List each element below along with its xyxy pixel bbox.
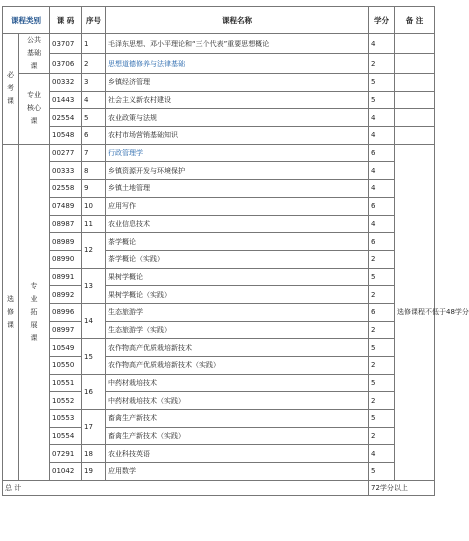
course-seq: 7 — [82, 144, 106, 162]
header-remark: 备 注 — [395, 7, 435, 34]
course-code: 10552 — [50, 392, 82, 410]
table-header-row — [3, 7, 435, 34]
course-seq: 18 — [82, 445, 106, 463]
table-row — [3, 162, 435, 180]
course-name: 思想道德修养与法律基础 — [106, 54, 369, 74]
table-row — [3, 374, 435, 392]
table-row — [3, 91, 435, 109]
course-credit: 6 — [369, 233, 395, 251]
course-seq: 5 — [82, 109, 106, 127]
header-code: 课 码 — [50, 7, 82, 34]
course-name: 乡镇资源开发与环境保护 — [106, 162, 369, 180]
course-code: 07291 — [50, 445, 82, 463]
remark-cell — [395, 91, 435, 109]
course-credit: 5 — [369, 410, 395, 428]
header-name: 课程名称 — [106, 7, 369, 34]
course-credit: 6 — [369, 197, 395, 215]
table-row — [3, 54, 435, 74]
course-name: 果树学概论（实践） — [106, 286, 369, 304]
course-seq: 11 — [82, 215, 106, 233]
course-name: 乡镇土地管理 — [106, 180, 369, 198]
course-credit: 4 — [369, 180, 395, 198]
table-row — [3, 321, 435, 339]
course-credit: 6 — [369, 144, 395, 162]
course-code: 07489 — [50, 197, 82, 215]
course-code: 03706 — [50, 54, 82, 74]
table-row — [3, 445, 435, 463]
table-row — [3, 74, 435, 92]
course-seq: 17 — [82, 410, 106, 445]
course-credit: 4 — [369, 34, 395, 54]
remark-cell — [395, 109, 435, 127]
table-row — [3, 427, 435, 445]
table-row — [3, 268, 435, 286]
course-name: 中药材栽培技术（实践） — [106, 392, 369, 410]
course-name: 农业科技英语 — [106, 445, 369, 463]
course-credit: 2 — [369, 250, 395, 268]
total-label: 总 计 — [3, 480, 369, 495]
table-row — [3, 127, 435, 145]
course-seq: 4 — [82, 91, 106, 109]
course-code: 10553 — [50, 410, 82, 428]
course-seq: 19 — [82, 463, 106, 481]
course-seq: 14 — [82, 303, 106, 338]
table-row — [3, 286, 435, 304]
course-code: 10548 — [50, 127, 82, 145]
course-code: 10551 — [50, 374, 82, 392]
course-code: 00333 — [50, 162, 82, 180]
remark-cell — [395, 34, 435, 54]
course-credit: 5 — [369, 339, 395, 357]
total-row — [3, 480, 435, 495]
subcategory-core: 专业 核心 课 — [19, 74, 50, 145]
course-credit: 5 — [369, 268, 395, 286]
table-row — [3, 410, 435, 428]
course-credit: 2 — [369, 357, 395, 375]
course-name: 畜禽生产新技术（实践） — [106, 427, 369, 445]
course-name: 乡镇经济管理 — [106, 74, 369, 92]
total-credit: 72学分以上 — [369, 480, 435, 495]
course-credit: 2 — [369, 427, 395, 445]
course-table — [2, 6, 469, 496]
remark-cell — [395, 74, 435, 92]
table-row — [3, 463, 435, 481]
course-seq: 1 — [82, 34, 106, 54]
course-name: 农业信息技术 — [106, 215, 369, 233]
course-credit: 4 — [369, 127, 395, 145]
header-category: 课程类别 — [3, 7, 50, 34]
course-credit: 2 — [369, 392, 395, 410]
table-row — [3, 215, 435, 233]
course-name: 农作物高产优质栽培新技术 — [106, 339, 369, 357]
course-code: 02554 — [50, 109, 82, 127]
course-code: 03707 — [50, 34, 82, 54]
table-row — [3, 144, 435, 162]
course-code: 08989 — [50, 233, 82, 251]
course-credit: 5 — [369, 374, 395, 392]
table-row — [3, 233, 435, 251]
course-code: 08991 — [50, 268, 82, 286]
course-name: 茶学概论 — [106, 233, 369, 251]
course-code: 01042 — [50, 463, 82, 481]
course-name: 茶学概论（实践） — [106, 250, 369, 268]
subcategory-extended: 专 业 拓 展 课 — [19, 144, 50, 480]
course-seq: 6 — [82, 127, 106, 145]
course-seq: 3 — [82, 74, 106, 92]
table-row — [3, 250, 435, 268]
course-seq: 16 — [82, 374, 106, 409]
course-seq: 8 — [82, 162, 106, 180]
course-credit: 6 — [369, 303, 395, 321]
course-code: 02558 — [50, 180, 82, 198]
remark-cell — [395, 54, 435, 74]
course-code: 10554 — [50, 427, 82, 445]
header-seq: 序号 — [82, 7, 106, 34]
course-name: 农村市场营销基础知识 — [106, 127, 369, 145]
course-name: 毛泽东思想、邓小平理论和“三个代表”重要思想概论 — [106, 34, 369, 54]
course-credit: 5 — [369, 74, 395, 92]
course-code: 10549 — [50, 339, 82, 357]
course-name: 应用写作 — [106, 197, 369, 215]
course-credit: 4 — [369, 162, 395, 180]
course-name: 生态旅游学（实践） — [106, 321, 369, 339]
course-seq: 15 — [82, 339, 106, 374]
course-credit: 4 — [369, 215, 395, 233]
remark-cell — [395, 127, 435, 145]
course-credit: 2 — [369, 54, 395, 74]
course-code: 08987 — [50, 215, 82, 233]
table-row — [3, 303, 435, 321]
course-credit: 2 — [369, 321, 395, 339]
subcategory-public: 公共 基础 课 — [19, 34, 50, 74]
course-seq: 2 — [82, 54, 106, 74]
course-credit: 4 — [369, 109, 395, 127]
course-name: 畜禽生产新技术 — [106, 410, 369, 428]
table-row — [3, 180, 435, 198]
table-row — [3, 392, 435, 410]
course-code: 10550 — [50, 357, 82, 375]
course-seq: 9 — [82, 180, 106, 198]
course-name: 生态旅游学 — [106, 303, 369, 321]
course-seq: 12 — [82, 233, 106, 268]
course-code: 00332 — [50, 74, 82, 92]
table-row — [3, 357, 435, 375]
header-credit: 学分 — [369, 7, 395, 34]
course-code: 08996 — [50, 303, 82, 321]
course-name: 农业政策与法规 — [106, 109, 369, 127]
table-row — [3, 197, 435, 215]
course-name: 果树学概论 — [106, 268, 369, 286]
course-seq: 13 — [82, 268, 106, 303]
course-code: 00277 — [50, 144, 82, 162]
course-seq: 10 — [82, 197, 106, 215]
course-code: 08992 — [50, 286, 82, 304]
table-row — [3, 109, 435, 127]
course-credit: 5 — [369, 463, 395, 481]
course-code: 01443 — [50, 91, 82, 109]
remark-elective: 选修课程不低于48学分 — [395, 144, 435, 480]
course-credit: 5 — [369, 91, 395, 109]
course-name: 应用数学 — [106, 463, 369, 481]
course-credit: 2 — [369, 286, 395, 304]
course-name: 农作物高产优质栽培新技术（实践） — [106, 357, 369, 375]
course-name: 社会主义新农村建设 — [106, 91, 369, 109]
course-code: 08997 — [50, 321, 82, 339]
category-elective: 选 修 课 — [3, 144, 19, 480]
course-code: 08990 — [50, 250, 82, 268]
table-row — [3, 34, 435, 54]
category-required: 必 考 课 — [3, 34, 19, 145]
course-credit: 4 — [369, 445, 395, 463]
table-row — [3, 339, 435, 357]
course-name: 行政管理学 — [106, 144, 369, 162]
course-name: 中药材栽培技术 — [106, 374, 369, 392]
